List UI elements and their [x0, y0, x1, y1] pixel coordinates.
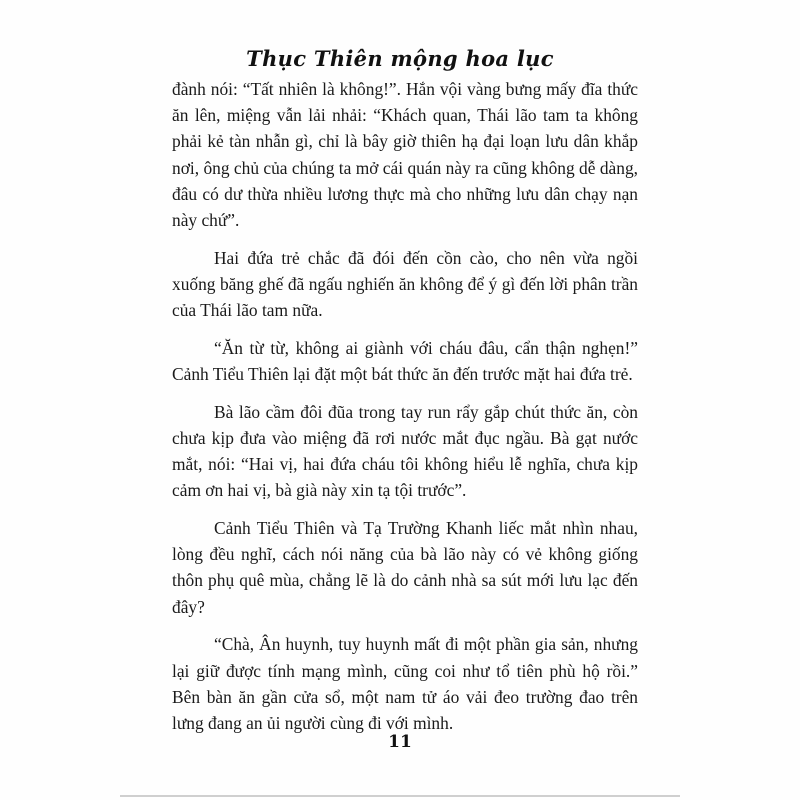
paragraph-2: Hai đứa trẻ chắc đã đói đến cồn cào, cho nên vừa ngồi xuống băng ghế đã ngấu nghiến ăn không để ý gì đến lời phân trần của Thái lão tam nữa. — [172, 247, 638, 321]
paragraph-1: đành nói: “Tất nhiên là không!”. Hắn vội vàng bưng mấy đĩa thức ăn lên, miệng vẫn lải nhải: “Khách quan, Thái lão tam ta không phải kẻ tàn nhẫn gì, chỉ là bây giờ thiên hạ đại loạn lưu dân khắp nơi, ông chủ của chúng ta mở cái quán này ra cũng không dễ dàng, đâu có dư thừa nhiều lương thực mà cho những lưu dân chạy nạn này chứ”. — [172, 79, 638, 231]
page-number: 11 — [388, 732, 412, 752]
paragraph-5: Cảnh Tiểu Thiên và Tạ Trường Khanh liếc mắt nhìn nhau, lòng đều nghĩ, cách nói năng của bà lão này có vẻ không giống thôn phụ quê mùa, chẳng lẽ là do cảnh nhà sa sút mới lưu lạc đến đây? — [172, 518, 638, 617]
paragraph-4: Bà lão cầm đôi đũa trong tay run rẩy gắp chút thức ăn, còn chưa kịp đưa vào miệng đã rơi nước mắt đục ngầu. Bà gạt nước mắt, nói: “Hai vị, hai đứa cháu tôi không hiểu lễ nghĩa, chưa kịp cảm ơn hai vị, bà già này xin tạ tội trước”. — [172, 401, 638, 501]
paragraph-6: “Chà, Ân huynh, tuy huynh mất đi một phần gia sản, nhưng lại giữ được tính mạng mình, cũng coi như tổ tiên phù hộ rồi.” Bên bàn ăn gần cửa sổ, một nam tử áo vải đeo trường đao trên lưng đang an ủi người cùng đi với mình. — [172, 634, 638, 733]
bottom-divider — [120, 795, 680, 797]
running-title: Thục Thiên mộng hoa lục — [246, 46, 554, 71]
paragraph-3: “Ăn từ từ, không ai giành với cháu đâu, cẩn thận nghẹn!” Cảnh Tiểu Thiên lại đặt một bát thức ăn đến trước mặt hai đứa trẻ. — [172, 337, 638, 385]
body-text — [172, 76, 638, 748]
